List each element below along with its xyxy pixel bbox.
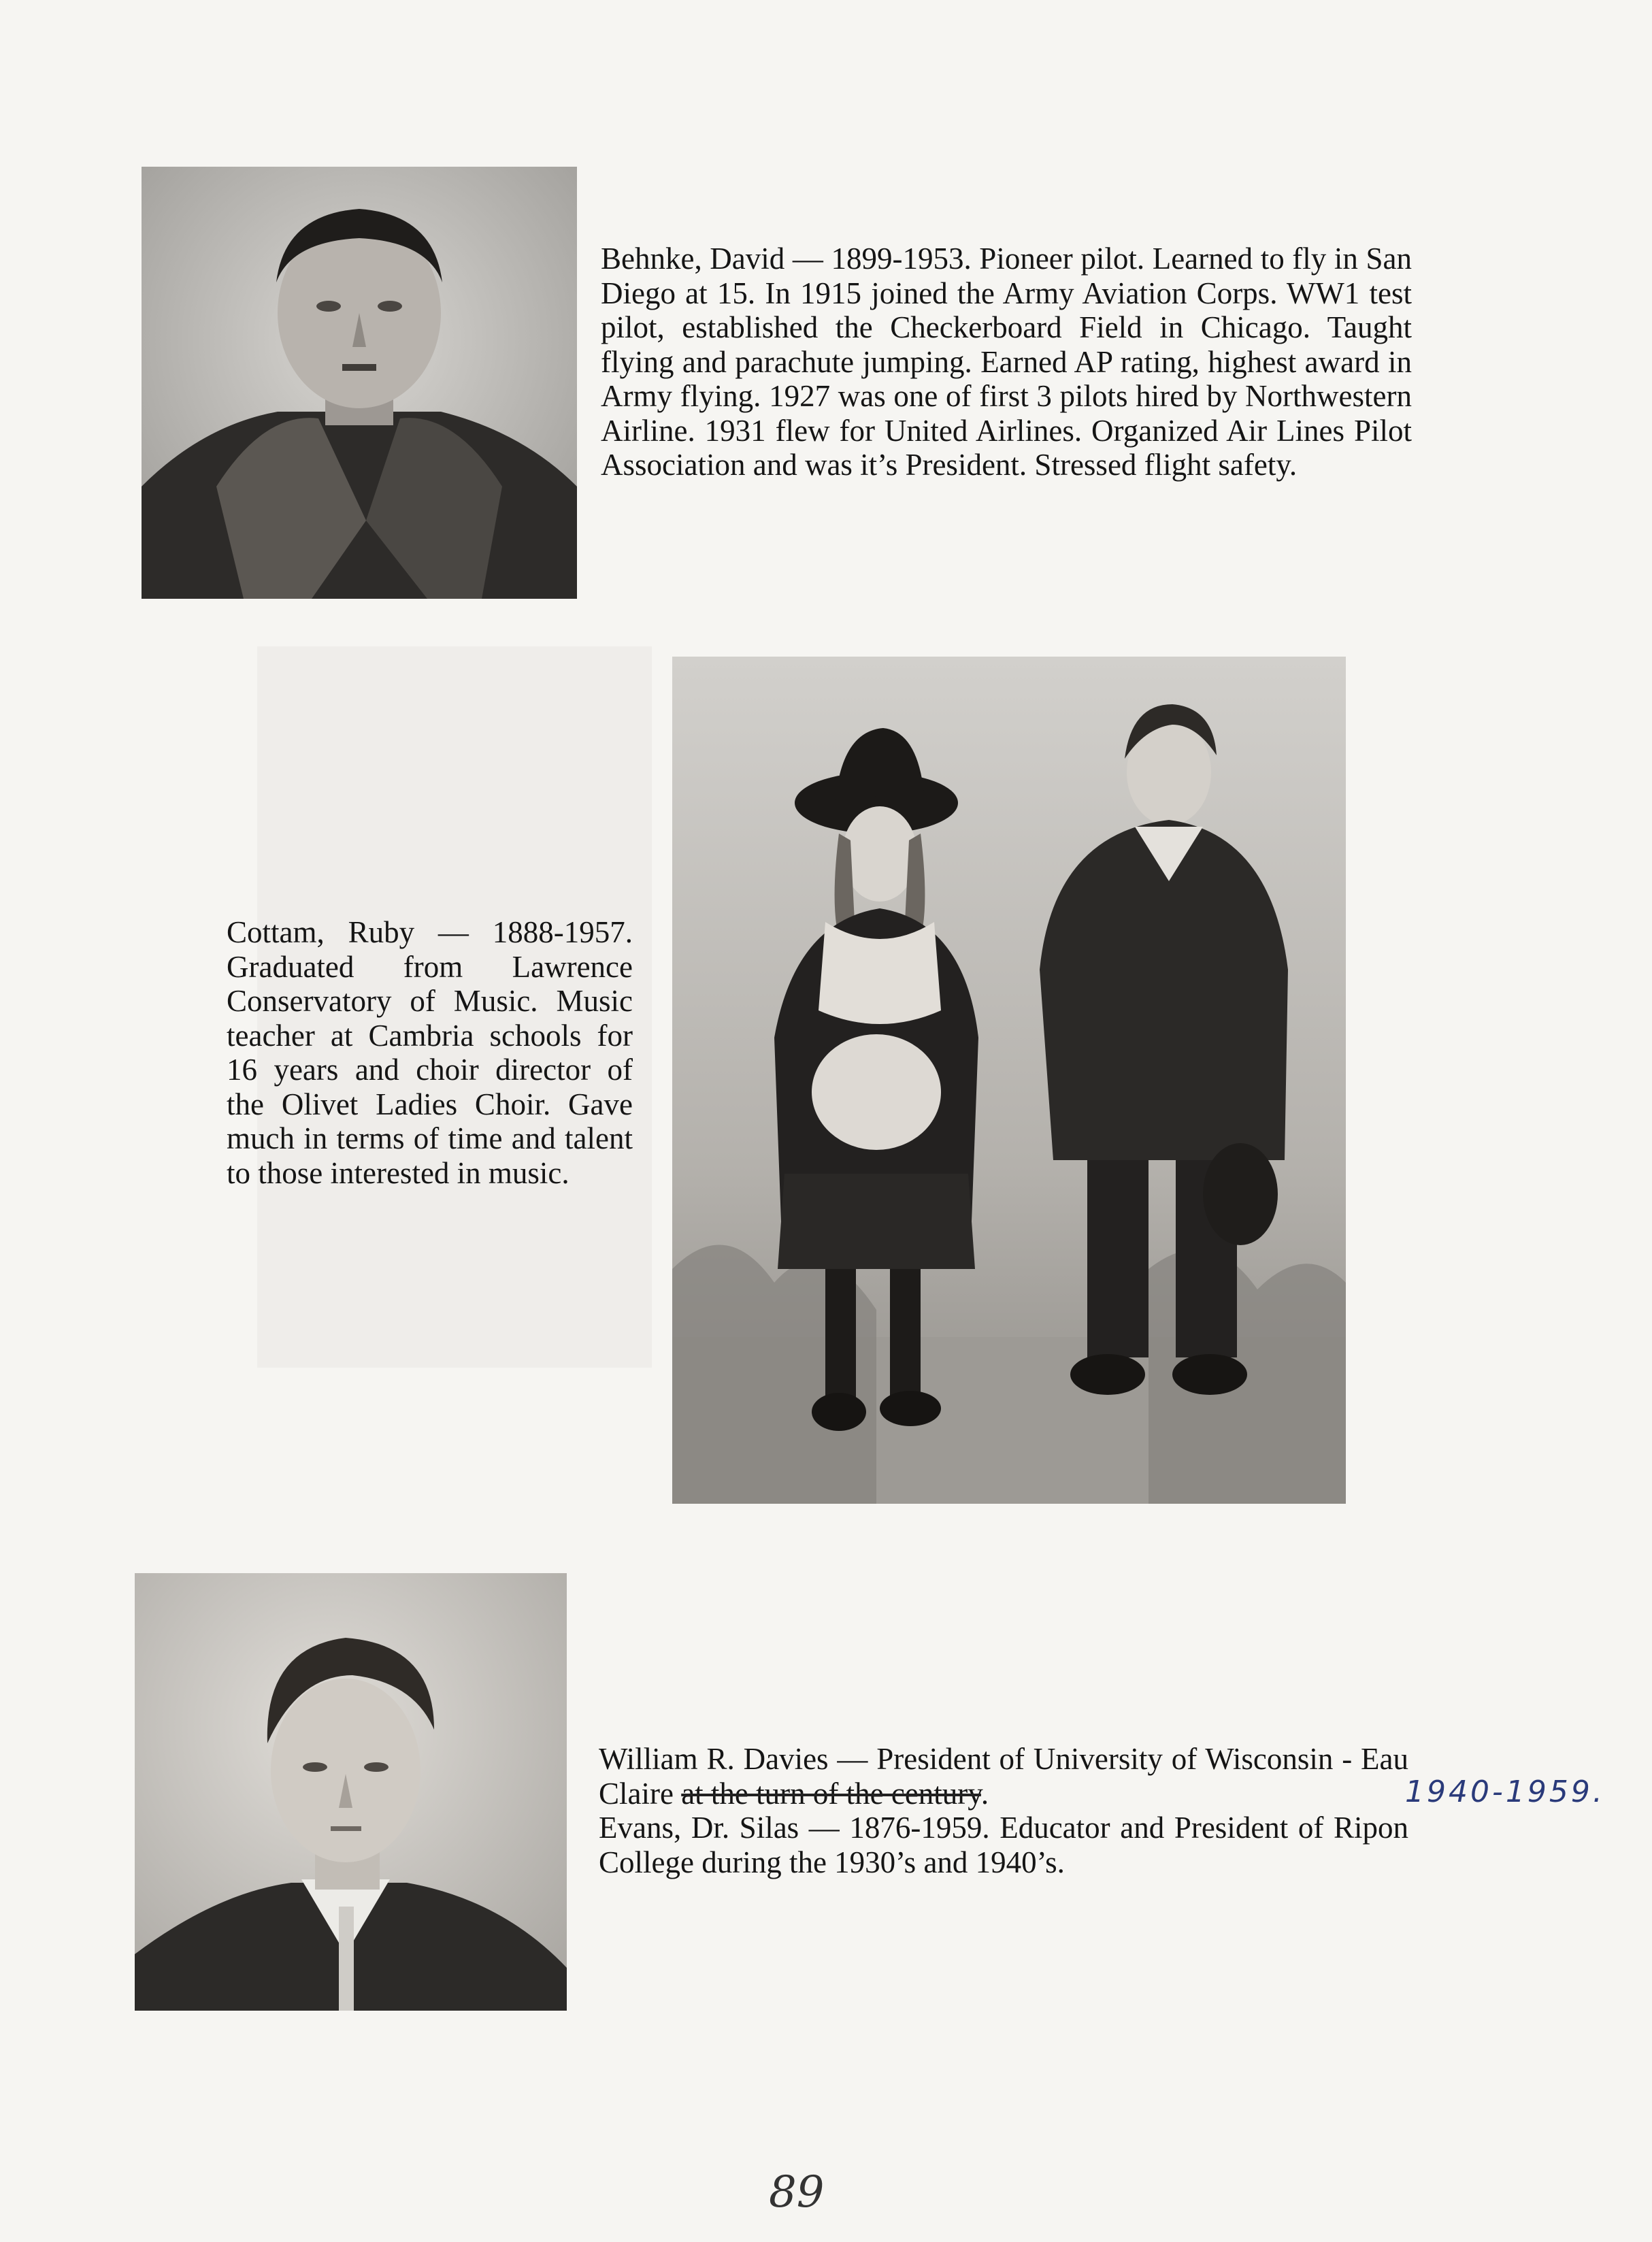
behnke-bio bbox=[601, 242, 1412, 482]
behnke-bio-text: Behnke, David — 1899-1953. Pioneer pilot. Learned to fly in San Diego at 15. In 1915 joined the Army Aviation Corps. WW1 test pilot, established the Checkerboard Field in Chicago. Taught flying and parachute jumping. Earned AP rating, highest award in Army flying. 1927 was one of first 3 pilots hired by Northwestern Airline. 1931 flew for United Airlines. Organized Air Lines Pilot Association and was it’s President. Stressed flight safety. bbox=[601, 242, 1412, 482]
page-number: 89 bbox=[769, 2167, 825, 2218]
davies-struck-text: at the turn of the century bbox=[681, 1776, 981, 1811]
children-portrait-photo bbox=[672, 657, 1346, 1504]
davies-evans-bio bbox=[599, 1742, 1408, 1879]
cottam-bio-text: Cottam, Ruby — 1888-1957. Graduated from Lawrence Conservatory of Music. Music teacher at Cambria schools for 16 years and choir director of the Olivet Ladies Choir. Gave much in terms of time and talent to those interested in music. bbox=[227, 915, 633, 1190]
evans-bio-text: Evans, Dr. Silas — 1876-1959. Educator and President of Ripon College during the 1930’s and 1940’s. bbox=[599, 1811, 1408, 1879]
davies-portrait-photo bbox=[135, 1573, 567, 2011]
davies-text-after: . bbox=[980, 1776, 989, 1811]
davies-bio-text bbox=[599, 1742, 1408, 1811]
handwritten-correction: 1940-1959. bbox=[1405, 1775, 1605, 1809]
behnke-portrait-photo bbox=[142, 167, 577, 599]
cottam-bio bbox=[227, 915, 633, 1190]
davies-text-before: William R. Davies — President of University of Wisconsin - Eau Claire bbox=[599, 1742, 1408, 1811]
